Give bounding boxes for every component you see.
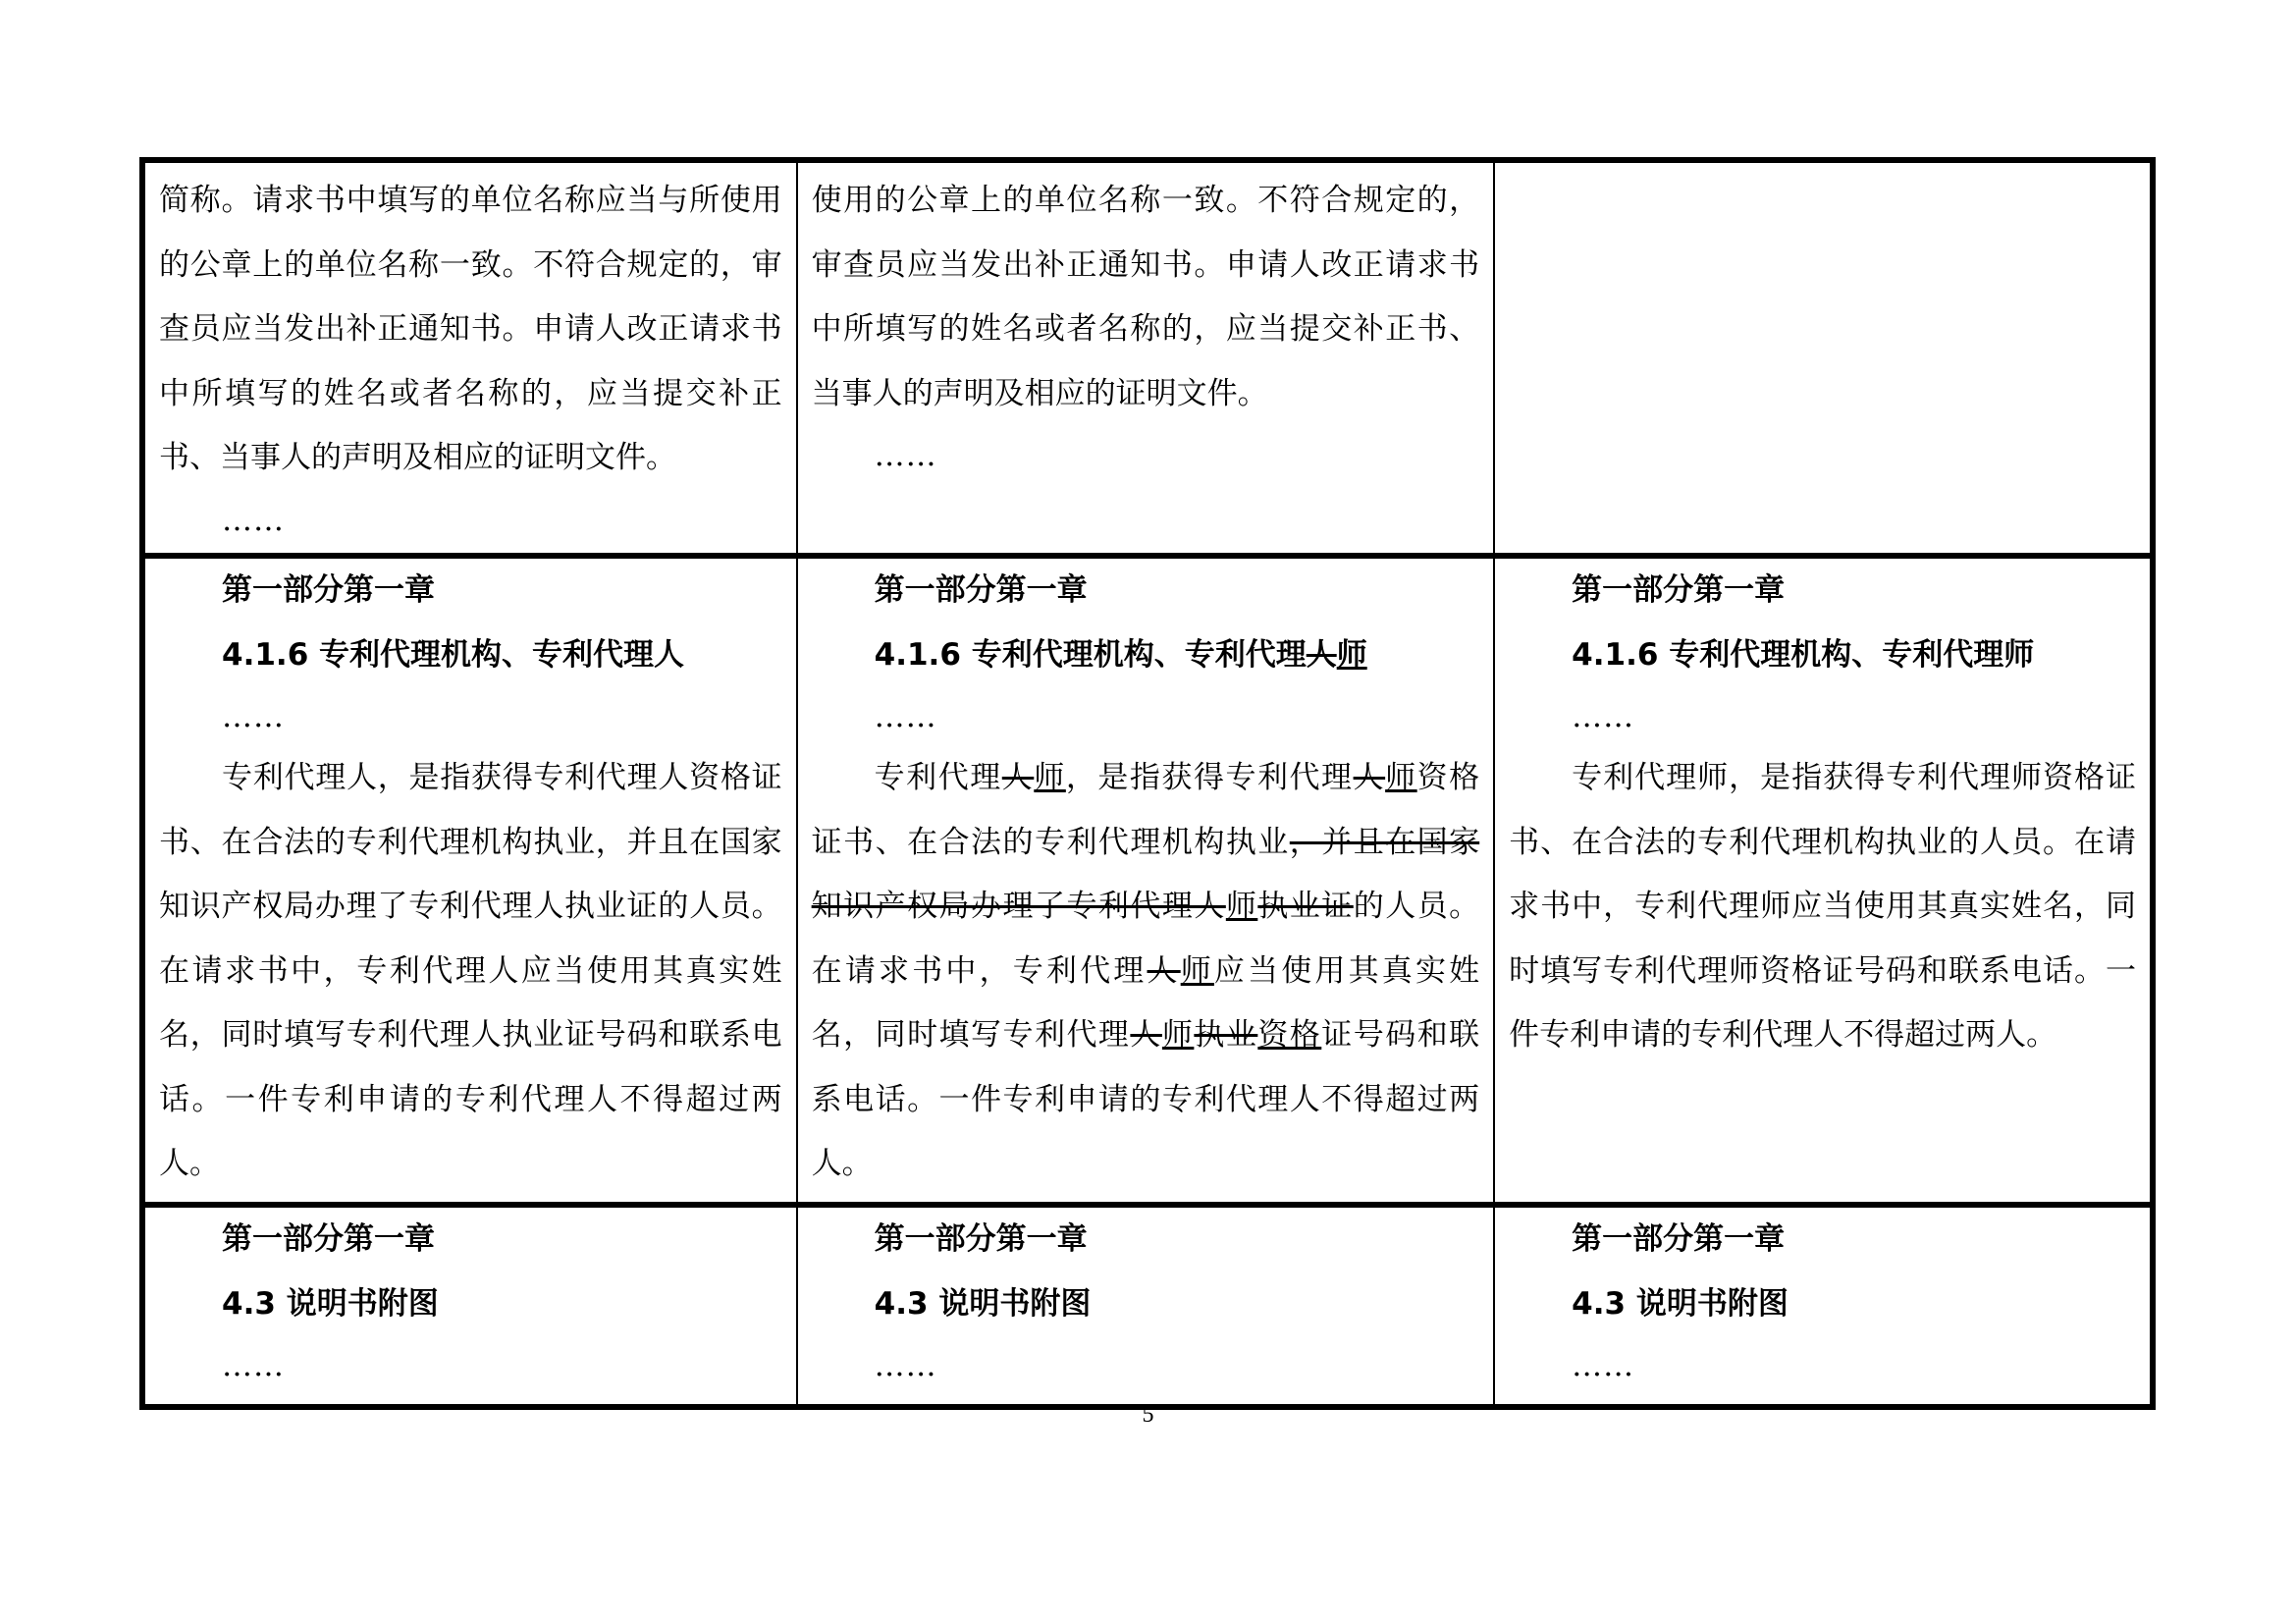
table-cell-original [142, 556, 797, 1205]
table-row [142, 1205, 2153, 1407]
section-heading [812, 623, 1480, 688]
table-cell-revised [1494, 1205, 2153, 1407]
ellipsis: …… [874, 438, 937, 473]
deleted-text: 人 [1306, 636, 1337, 673]
section-heading: 4.1.6 专利代理机构、专利代理师 [1572, 636, 2035, 673]
deleted-text: 人 [1130, 1017, 1162, 1053]
inserted-text: 资格 [1257, 1017, 1322, 1053]
ellipsis: …… [1572, 1348, 1635, 1383]
chapter-heading: 第一部分第一章 [874, 1221, 1088, 1257]
revision-text: ，是指获得专利代理 [1065, 760, 1354, 795]
deleted-text: 人 [1147, 952, 1181, 989]
page-number: 5 [1142, 1402, 1154, 1428]
original-paragraph: 专利代理人，是指获得专利代理人资格证书、在合法的专利代理机构执业，并且在国家知识产权局办理了专利代理人执业证的人员。在请求书中，专利代理人应当使用其真实姓名，同时填写专利代理人执业证号码和联系电话。一件专利申请的专利代理人不得超过两人。 [159, 760, 782, 1181]
section-text: 4.1.6 专利代理机构、专利代理 [874, 636, 1307, 673]
section-heading: 4.3 说明书附图 [222, 1285, 439, 1322]
ellipsis: …… [1572, 699, 1635, 734]
revised-paragraph: 专利代理师，是指获得专利代理师资格证书、在合法的专利代理机构执业的人员。在请求书中，专利代理师应当使用其真实姓名，同时填写专利代理师资格证号码和联系电话。一件专利申请的专利代理人不得超过两人。 [1509, 760, 2136, 1053]
chapter-heading: 第一部分第一章 [1572, 1221, 1786, 1257]
inserted-text: 师 [1385, 760, 1417, 795]
chapter-heading: 第一部分第一章 [874, 572, 1088, 608]
table-row [142, 160, 2153, 556]
ellipsis: …… [222, 699, 285, 734]
deleted-text: 人 [1353, 760, 1386, 795]
revision-text: 证号码和联系电话。一件专利申请的专利代理人不得超过两人。 [811, 1017, 1480, 1181]
revision-text: 专利代理 [874, 760, 1002, 795]
chapter-heading: 第一部分第一章 [1572, 572, 1786, 608]
table-cell-original [142, 1205, 797, 1407]
deleted-text: 人 [1001, 760, 1035, 795]
revision-paragraph [812, 746, 1480, 1197]
table-row [142, 556, 2153, 1205]
table-cell-original [142, 160, 797, 556]
section-heading: 4.3 说明书附图 [874, 1285, 1092, 1322]
inserted-text: 师 [1034, 760, 1066, 795]
table-cell-revised [1494, 160, 2153, 556]
section-heading: 4.1.6 专利代理机构、专利代理人 [222, 636, 685, 673]
table-cell-revised [1494, 556, 2153, 1205]
revision-paragraph: 使用的公章上的单位名称一致。不符合规定的，审查员应当发出补正通知书。申请人改正请求书中所填写的姓名或者名称的，应当提交补正书、当事人的声明及相应的证明文件。 [811, 183, 1480, 411]
original-paragraph: 简称。请求书中填写的单位名称应当与所使用的公章上的单位名称一致。不符合规定的，审查员应当发出补正通知书。申请人改正请求书中所填写的姓名或者名称的，应当提交补正书、当事人的声明及相应的证明文件。 [159, 183, 782, 475]
chapter-heading: 第一部分第一章 [222, 572, 435, 608]
deleted-text: ，并且在国家知识产权局办理了专利代理人 [811, 824, 1480, 924]
table-cell-revision [797, 160, 1495, 556]
table-cell-revision [797, 556, 1495, 1205]
deleted-text: 执业证 [1257, 889, 1354, 924]
ellipsis: …… [874, 1348, 937, 1383]
revision-text: 应当使用其真实姓名，同时填写专利代理 [811, 952, 1480, 1053]
ellipsis: …… [222, 502, 285, 538]
revision-comparison-table [139, 157, 2156, 1410]
inserted-text: 师 [1180, 952, 1214, 989]
ellipsis: …… [874, 699, 937, 734]
revision-text: 资格证书、在合法的专利代理机构执业 [811, 760, 1480, 860]
inserted-text: 师 [1336, 636, 1367, 673]
inserted-text: 师 [1161, 1017, 1195, 1053]
ellipsis: …… [222, 1348, 285, 1383]
section-heading: 4.3 说明书附图 [1572, 1285, 1789, 1322]
revision-text: 的人员。在请求书中，专利代理 [811, 889, 1480, 989]
deleted-text: 执业 [1194, 1017, 1258, 1053]
inserted-deleted-text: 师 [1225, 889, 1258, 924]
table-cell-revision [797, 1205, 1495, 1407]
chapter-heading: 第一部分第一章 [222, 1221, 435, 1257]
